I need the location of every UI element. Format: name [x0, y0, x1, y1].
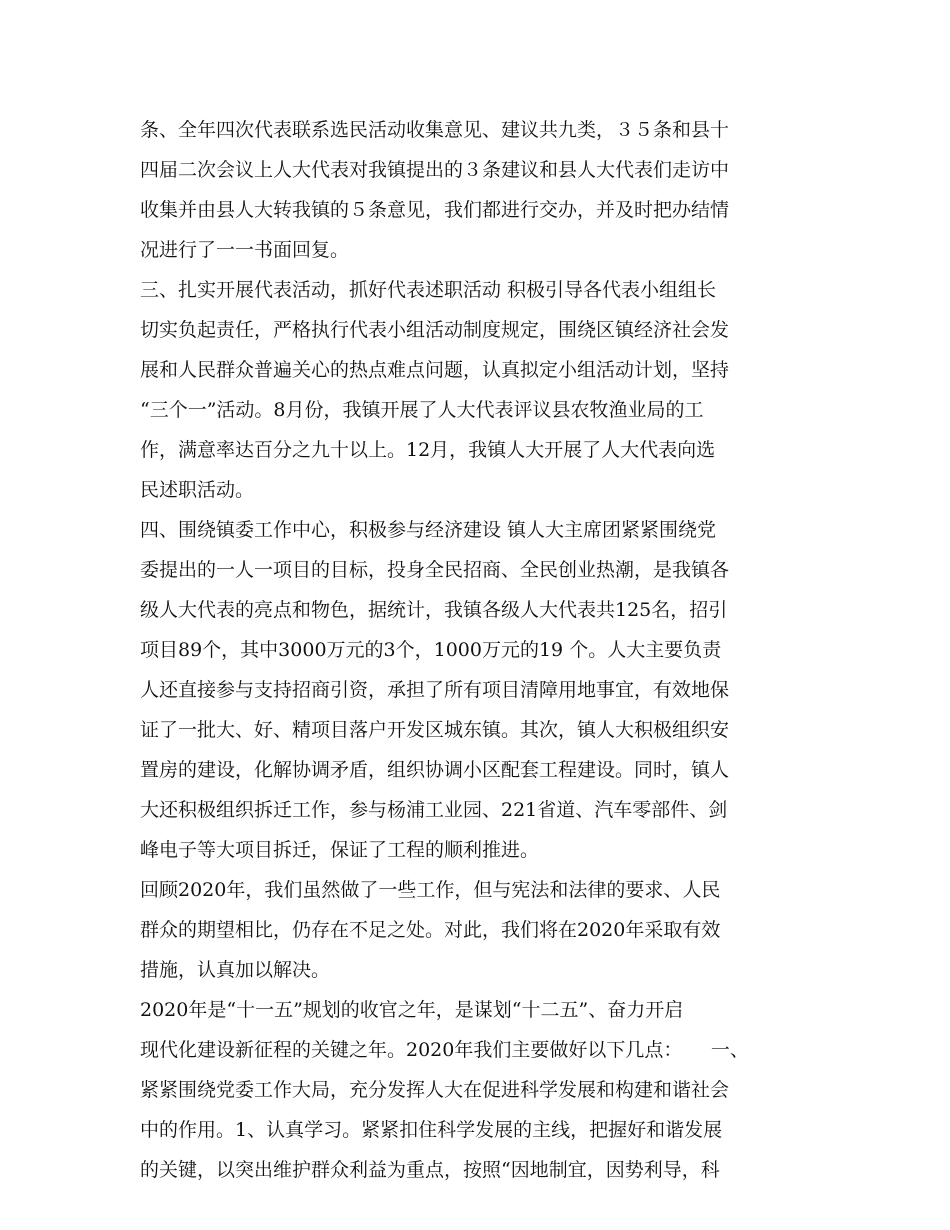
text-line: 民述职活动。: [140, 479, 255, 501]
text-line: 展和人民群众普遍关心的热点难点问题，认真拟定小组活动计划，坚持: [140, 359, 730, 381]
text-line: 委提出的一人一项目的目标，投身全民招商、全民创业热潮，是我镇各: [140, 559, 730, 581]
text-line: 置房的建设，化解协调矛盾，组织协调小区配套工程建设。同时，镇人: [140, 759, 730, 781]
text-line: 现代化建设新征程的关键之年。2020年我们主要做好以下几点： 一、: [140, 1039, 749, 1061]
text-line: 紧紧围绕党委工作大局，充分发挥人大在促进科学发展和构建和谐社会: [140, 1079, 730, 1101]
text-line: 中的作用。1、认真学习。紧紧扣住科学发展的主线，把握好和谐发展: [140, 1119, 723, 1141]
text-line: 回顾2020年，我们虽然做了一些工作，但与宪法和法律的要求、人民: [140, 879, 721, 901]
text-line: 峰电子等大项目拆迁，保证了工程的顺利推进。: [140, 839, 540, 861]
text-line: 四届二次会议上人大代表对我镇提出的３条建议和县人大代表们走访中: [140, 159, 730, 181]
text-line: 三、扎实开展代表活动，抓好代表述职活动 积极引导各代表小组组长: [140, 279, 717, 301]
text-line: 作，满意率达百分之九十以上。12月，我镇人大开展了人大代表向选: [140, 439, 716, 461]
text-line: 人还直接参与支持招商引资，承担了所有项目清障用地事宜，有效地保: [140, 679, 730, 701]
text-line: 证了一批大、好、精项目落户开发区城东镇。其次，镇人大积极组织安: [140, 719, 730, 741]
text-line: “三个一”活动。8月份，我镇开展了人大代表评议县农牧渔业局的工: [140, 399, 704, 421]
text-line: 的关键，以突出维护群众利益为重点，按照“因地制宜，因势利导，科: [140, 1159, 720, 1181]
text-line: 2020年是“十一五”规划的收官之年，是谋划“十二五”、奋力开启: [140, 999, 684, 1021]
text-line: 大还积极组织拆迁工作，参与杨浦工业园、221省道、汽车零部件、剑: [140, 799, 728, 821]
text-line: 切实负起责任，严格执行代表小组活动制度规定，围绕区镇经济社会发: [140, 319, 730, 341]
text-line: 四、围绕镇委工作中心，积极参与经济建设 镇人大主席团紧紧围绕党: [140, 519, 717, 541]
text-line: 群众的期望相比，仍存在不足之处。对此，我们将在2020年采取有效: [140, 919, 721, 941]
document-body: [140, 110, 820, 1190]
text-line: 况进行了一一书面回复。: [140, 239, 350, 261]
text-line: 项目89个，其中3000万元的3个，1000万元的19 个。人大主要负责: [140, 639, 722, 661]
text-line: 收集并由县人大转我镇的５条意见，我们都进行交办，并及时把办结情: [140, 199, 730, 221]
text-line: 措施，认真加以解决。: [140, 959, 331, 981]
text-line: 级人大代表的亮点和物色，据统计，我镇各级人大代表共125名，招引: [140, 599, 728, 621]
text-line: 条、全年四次代表联系选民活动收集意见、建议共九类，３５条和县十: [140, 119, 730, 141]
